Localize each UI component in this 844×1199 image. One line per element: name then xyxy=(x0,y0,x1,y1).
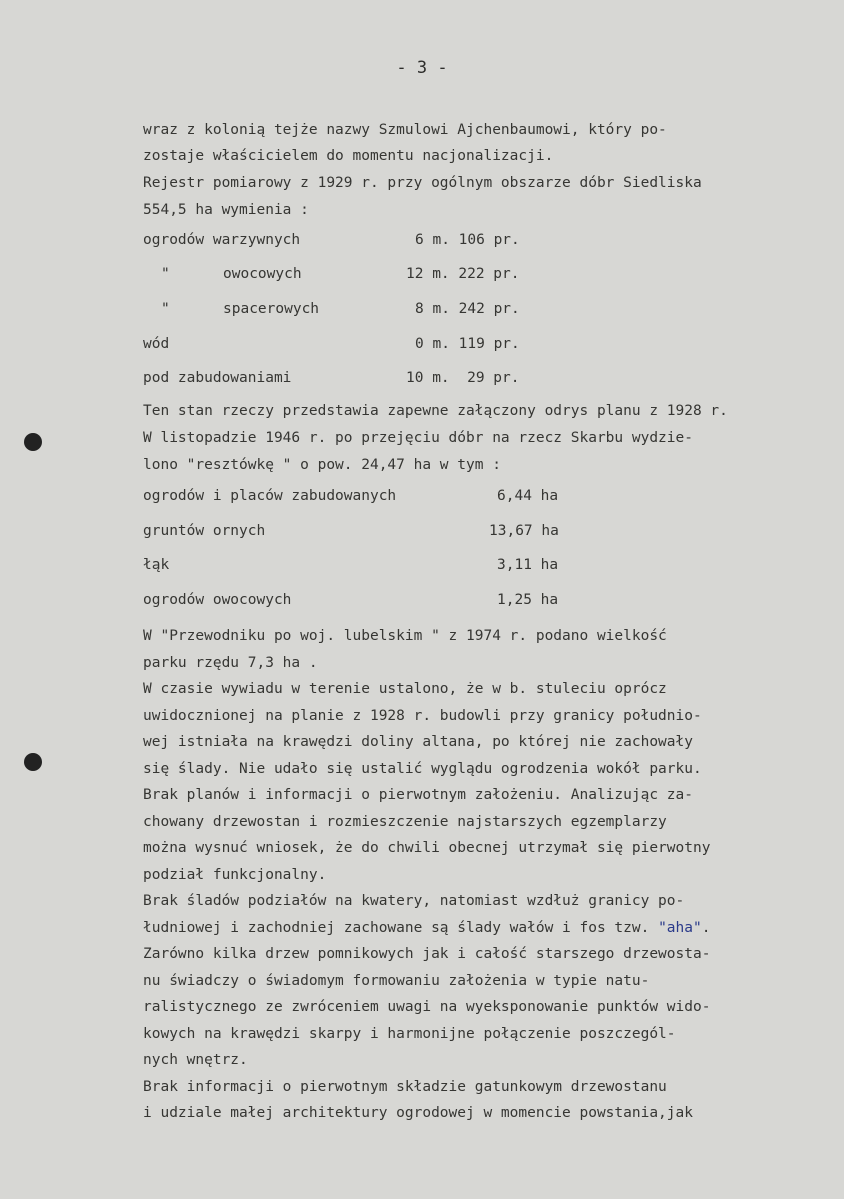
text-line: i udziale małej architektury ogrodowej w momencie powstania,jak xyxy=(143,1105,693,1121)
text-line: podział funkcjonalny. xyxy=(143,867,327,883)
ditto-mark: " xyxy=(161,301,170,317)
text-segment: łudniowej i zachodniej zachowane są ślady wałów i fos tzw. xyxy=(143,920,659,936)
punch-hole xyxy=(24,433,42,451)
text-line: W listopadzie 1946 r. po przejęciu dóbr na rzecz Skarbu wydzie- xyxy=(143,430,693,446)
row-value: 0 m. 119 pr. xyxy=(415,336,520,352)
row-label: pod zabudowaniami xyxy=(143,370,292,386)
text-line: kowych na krawędzi skarpy i harmonijne połączenie poszczegól- xyxy=(143,1026,676,1042)
text-line: nych wnętrz. xyxy=(143,1052,248,1068)
row-value: 12 m. 222 pr. xyxy=(406,266,520,282)
text-line: chowany drzewostan i rozmieszczenie najstarszych egzemplarzy xyxy=(143,814,667,830)
text-line: parku rzędu 7,3 ha . xyxy=(143,655,318,671)
text-line: Rejestr pomiarowy z 1929 r. przy ogólnym obszarze dóbr Siedliska xyxy=(143,175,702,191)
row-value: 1,25 ha xyxy=(497,592,559,608)
row-value: 3,11 ha xyxy=(497,557,559,573)
text-line: Zarówno kilka drzew pomnikowych jak i całość starszego drzewosta- xyxy=(143,946,711,962)
row-label: ogrodów warzywnych xyxy=(143,232,301,248)
row-value: 6,44 ha xyxy=(497,488,559,504)
row-label: gruntów ornych xyxy=(143,523,266,539)
row-label: spacerowych xyxy=(223,301,320,317)
row-value: 13,67 ha xyxy=(489,523,559,539)
row-label: łąk xyxy=(143,557,170,573)
row-label: wód xyxy=(143,336,170,352)
text-line: lono "resztówkę " o pow. 24,47 ha w tym : xyxy=(143,457,501,473)
text-line: 554,5 ha wymienia : xyxy=(143,202,309,218)
punch-hole xyxy=(24,753,42,771)
text-line: Ten stan rzeczy przedstawia zapewne załączony odrys planu z 1928 r. xyxy=(143,403,728,419)
text-line: Brak planów i informacji o pierwotnym założeniu. Analizując za- xyxy=(143,787,693,803)
text-segment: . xyxy=(701,920,711,936)
row-label: owocowych xyxy=(223,266,302,282)
text-line: W czasie wywiadu w terenie ustalono, że w b. stuleciu oprócz xyxy=(143,681,667,697)
text-line: Brak śladów podziałów na kwatery, natomiast wzdłuż granicy po- xyxy=(143,893,685,909)
text-line: zostaje właścicielem do momentu nacjonalizacji. xyxy=(143,148,554,164)
aha-term: "aha" xyxy=(658,920,702,936)
text-line: się ślady. Nie udało się ustalić wyglądu ogrodzenia wokół parku. xyxy=(143,761,702,777)
text-line: wej istniała na krawędzi doliny altana, po której nie zachowały xyxy=(143,734,693,750)
text-line xyxy=(143,919,710,937)
text-line: ralistycznego ze zwróceniem uwagi na wyeksponowanie punktów wido- xyxy=(143,999,711,1015)
ditto-mark: " xyxy=(161,266,170,282)
text-line: można wysnuć wniosek, że do chwili obecnej utrzymał się pierwotny xyxy=(143,840,711,856)
page-number: - 3 - xyxy=(396,58,448,78)
text-line: Brak informacji o pierwotnym składzie gatunkowym drzewostanu xyxy=(143,1079,667,1095)
row-value: 8 m. 242 pr. xyxy=(415,301,520,317)
row-label: ogrodów i placów zabudowanych xyxy=(143,488,397,504)
text-line: wraz z kolonią tejże nazwy Szmulowi Ajchenbaumowi, który po- xyxy=(143,122,667,138)
row-value: 10 m. 29 pr. xyxy=(406,370,520,386)
row-value: 6 m. 106 pr. xyxy=(415,232,520,248)
text-line: W "Przewodniku po woj. lubelskim " z 1974 r. podano wielkość xyxy=(143,628,667,644)
text-line: uwidocznionej na planie z 1928 r. budowli przy granicy południo- xyxy=(143,708,702,724)
row-label: ogrodów owocowych xyxy=(143,592,292,608)
text-line: nu świadczy o świadomym formowaniu założenia w typie natu- xyxy=(143,973,650,989)
